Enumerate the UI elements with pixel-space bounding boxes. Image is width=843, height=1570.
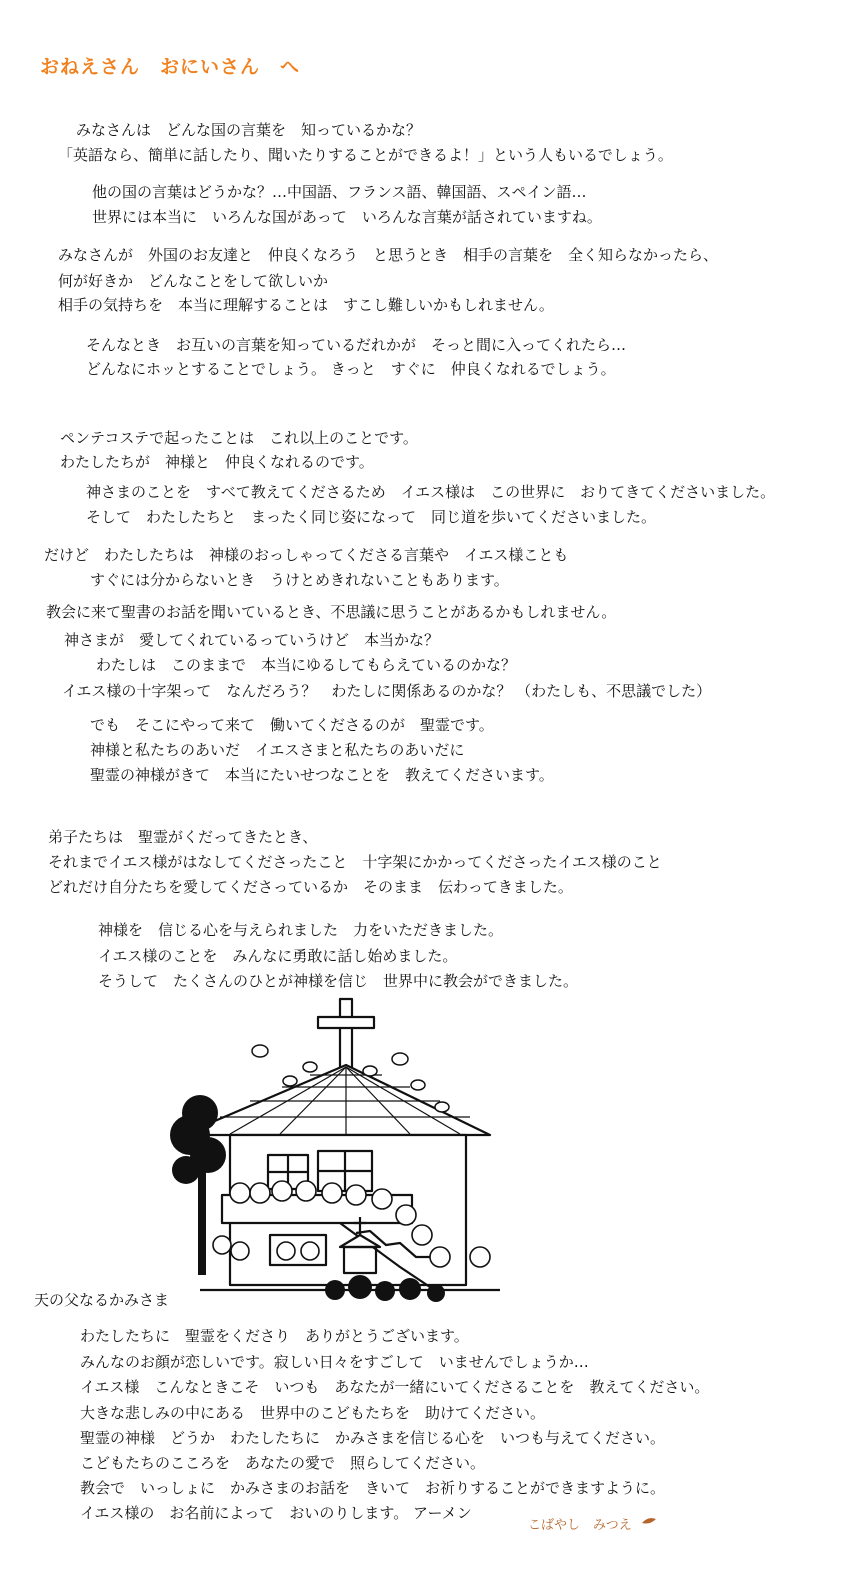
prayer-line: こどもたちのこころを あなたの愛で 照らしてください。 [80, 1454, 486, 1472]
text-line: だけど わたしたちは 神様のおっしゃってくださる言葉や イエス様ことも [44, 546, 569, 564]
text-line: わたしは このままで 本当にゆるしてもらえているのかな？ [96, 656, 517, 674]
church-with-children-illustration [160, 995, 520, 1310]
text-line: どんなにホッとすることでしょう。 きっと すぐに 仲良くなれるでしょう。 [86, 360, 616, 378]
page-title: おねえさん おにいさん へ [40, 56, 301, 78]
text-line: 何が好きか どんなことをして欲しいか [58, 272, 329, 290]
text-line: そんなとき お互いの言葉を知っているだれかが そっと間に入ってくれたら… [86, 336, 627, 354]
text-line: イエス様の十字架って なんだろう？ わたしに関係あるのかな？ （わたしも、不思議でした） [62, 682, 712, 700]
text-line: 「英語なら、簡単に話したり、聞いたりすることができるよ！」という人もいるでしょう。 [58, 146, 673, 164]
text-line: 他の国の言葉はどうかな？…中国語、フランス語、韓国語、スペイン語… [92, 183, 587, 201]
text-line: 神さまのことを すべて教えてくださるため イエス様は この世界に おりてきてくださいました。 [86, 483, 776, 501]
text-line: そうして たくさんのひとが神様を信じ 世界中に教会ができました。 [98, 972, 579, 990]
text-line: イエス様のことを みんなに勇敢に話し始めました。 [98, 947, 458, 965]
text-line: 相手の気持ちを 本当に理解することは すこし難しいかもしれません。 [58, 296, 554, 314]
text-line: 弟子たちは 聖霊がくだってきたとき、 [48, 828, 318, 846]
leaf-icon [640, 1514, 658, 1528]
prayer-line: 教会で いっしょに かみさまのお話を きいて お祈りすることができますように。 [80, 1479, 666, 1497]
prayer-line: みんなのお顔が恋しいです。寂しい日々をすごして いませんでしょうか… [80, 1353, 589, 1371]
text-line: わたしたちが 神様と 仲良くなれるのです。 [60, 453, 374, 471]
text-line: 神様と私たちのあいだ イエスさまと私たちのあいだに [90, 741, 465, 759]
prayer-line: 大きな悲しみの中にある 世界中のこどもたちを 助けてください。 [80, 1404, 546, 1422]
text-line: 教会に来て聖書のお話を聞いているとき、不思議に思うことがあるかもしれません。 [46, 603, 617, 621]
text-line: 世界には本当に いろんな国があって いろんな言葉が話されていますね。 [92, 208, 602, 226]
text-line: みなさんが 外国のお友達と 仲良くなろう と思うとき 相手の言葉を 全く知らなかったら、 [58, 246, 719, 264]
text-line: でも そこにやって来て 働いてくださるのが 聖霊です。 [90, 716, 494, 734]
prayer-line: 聖霊の神様 どうか わたしたちに かみさまを信じる心を いつも与えてください。 [80, 1429, 666, 1447]
text-line: そして わたしたちと まったく同じ姿になって 同じ道を歩いてくださいました。 [86, 508, 657, 526]
text-line: それまでイエス様がはなしてくださったこと 十字架にかかってくださったイエス様のこと [48, 853, 662, 871]
prayer-line: イエス様 こんなときこそ いつも あなたが一緒にいてくださることを 教えてください。 [80, 1378, 710, 1396]
signature: こばやし みつえ [528, 1518, 632, 1533]
prayer-heading: 天の父なるかみさま [34, 1291, 170, 1309]
text-line: 聖霊の神様がきて 本当にたいせつなことを 教えてくださいます。 [90, 766, 554, 784]
prayer-line: わたしたちに 聖霊をくださり ありがとうございます。 [80, 1327, 469, 1345]
text-line: すぐには分からないとき うけとめきれないこともあります。 [90, 571, 509, 589]
text-line: どれだけ自分たちを愛してくださっているか そのまま 伝わってきました。 [48, 878, 573, 896]
text-line: みなさんは どんな国の言葉を 知っているかな？ [76, 121, 422, 139]
text-line: 神様を 信じる心を与えられました 力をいただきました。 [98, 921, 504, 939]
text-line: 神さまが 愛してくれているっていうけど 本当かな？ [64, 631, 440, 649]
prayer-line: イエス様の お名前によって おいのりします。 アーメン [80, 1504, 472, 1522]
text-line: ペンテコステで起ったことは これ以上のことです。 [60, 429, 418, 447]
